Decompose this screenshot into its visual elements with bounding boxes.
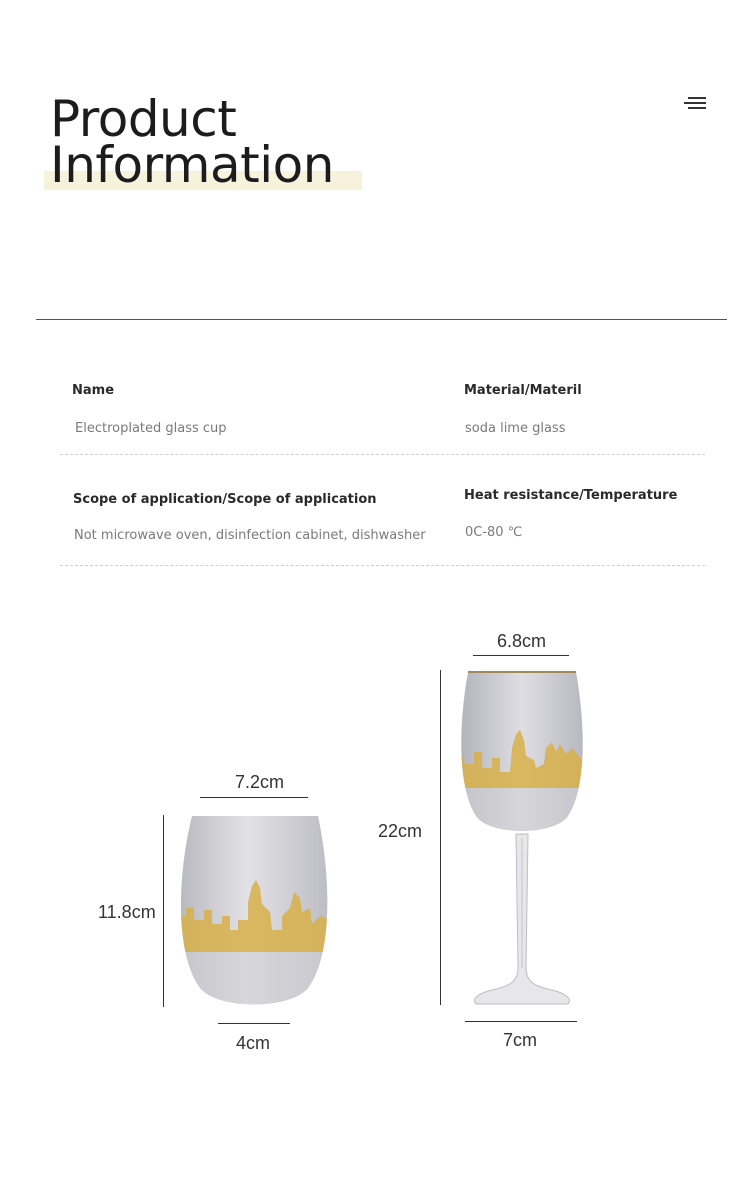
wine-glass-base-width: 7cm (503, 1030, 538, 1050)
material-label: Material/Materil (464, 383, 582, 398)
spec-row-divider (60, 565, 705, 566)
wine-glass-top-dimension-line (473, 655, 569, 656)
wine-glass-height-dimension-line (440, 670, 441, 1005)
wine-glass-top-width: 6.8cm (497, 631, 547, 651)
tumbler-height-dimension-line (163, 815, 164, 1007)
tumbler-image (178, 812, 330, 1012)
tumbler-bottom-dimension-line (218, 1023, 290, 1024)
tumbler-bottom-width: 4cm (236, 1033, 271, 1053)
menu-icon[interactable] (684, 97, 706, 111)
page-title-line1: Product (50, 90, 237, 148)
wine-glass-height: 22cm (378, 821, 423, 841)
wine-glass-base-dimension-line (465, 1021, 577, 1022)
name-label: Name (72, 383, 115, 398)
tumbler-top-dimension-line (200, 797, 308, 798)
material-value: soda lime glass (465, 421, 566, 436)
tumbler-height: 11.8cm (98, 902, 156, 922)
heat-label: Heat resistance/Temperature (464, 488, 678, 503)
scope-label: Scope of application/Scope of application (73, 492, 377, 507)
tumbler-top-width: 7.2cm (235, 772, 285, 792)
name-value: Electroplated glass cup (75, 421, 227, 436)
section-divider (36, 319, 727, 320)
wine-glass-image (456, 668, 588, 1012)
spec-row-divider (60, 454, 705, 455)
scope-value: Not microwave oven, disinfection cabinet, dishwasher (74, 528, 426, 543)
page-title-line2: Information (50, 136, 334, 194)
heat-value: 0C-80 ℃ (465, 525, 523, 540)
